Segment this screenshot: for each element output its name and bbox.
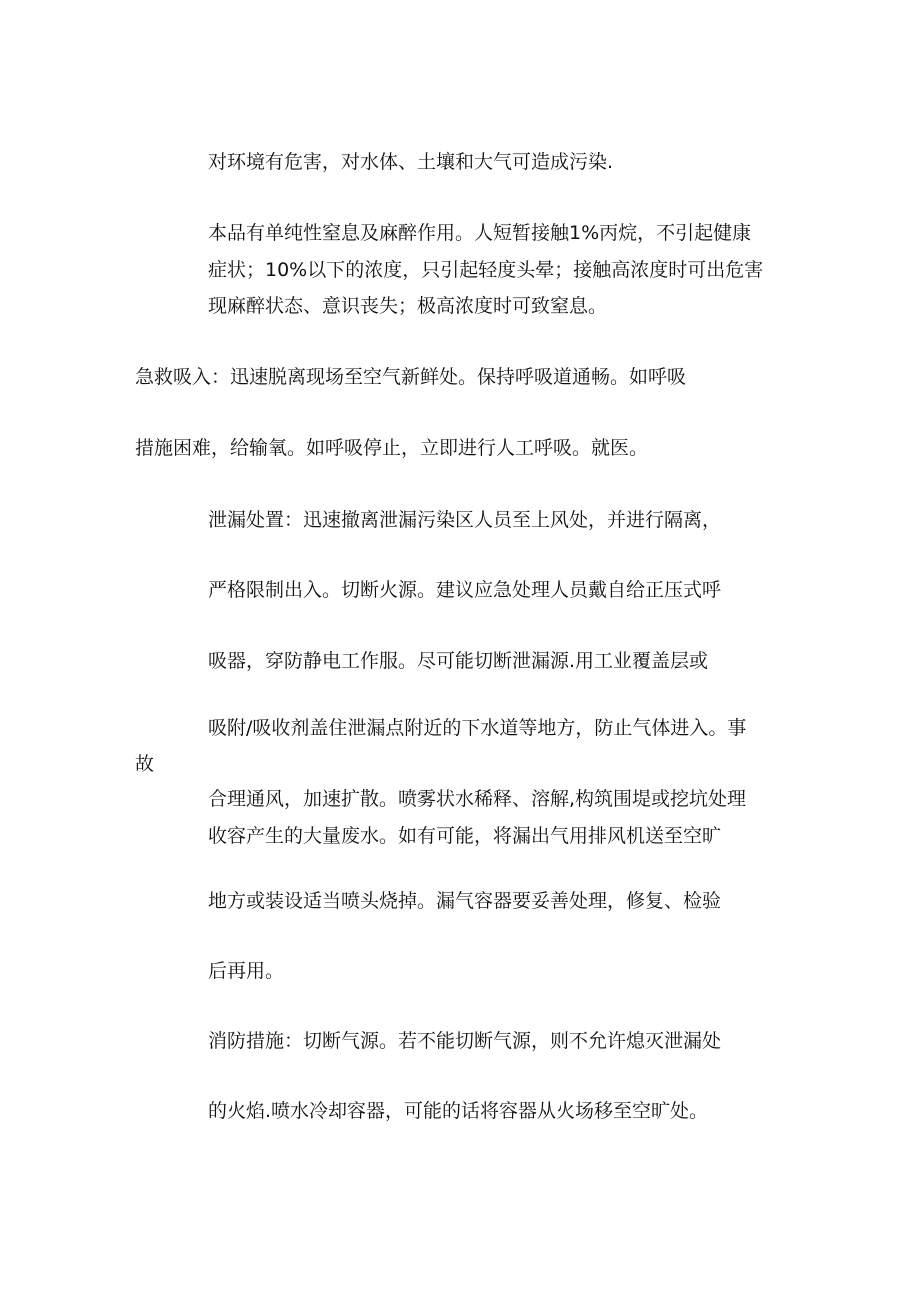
text-line-first-aid-1: 急救吸入：迅速脱离现场至空气新鲜处。保持呼吸道通畅。如呼吸 [135,366,687,388]
text-line-fire-2: 的火焰.喷水冷却容器，可能的话将容器从火场移至空旷处。 [208,1100,709,1122]
text-line-first-aid-2: 措施困难，给输氧。如呼吸停止，立即进行人工呼吸。就医。 [135,437,649,459]
text-line-leak-5: 合理通风，加速扩散。喷雾状水稀释、溶解,构筑围堤或挖坑处理 [208,788,747,810]
text-line-health-hazard-1: 本品有单纯性窒息及麻醉作用。人短暂接触1%丙烷，不引起健康 [208,222,752,244]
text-line-leak-6: 收容产生的大量废水。如有可能，将漏出气用排风机送至空旷 [208,825,722,847]
text-line-leak-8: 后再用。 [208,960,285,982]
text-line-leak-2: 严格限制出入。切断火源。建议应急处理人员戴自给正压式呼 [208,579,722,601]
text-line-leak-1: 泄漏处置：迅速撤离泄漏污染区人员至上风处，并进行隔离， [208,509,722,531]
text-line-leak-7: 地方或装设适当喷头烧掉。漏气容器要妥善处理，修复、检验 [208,890,722,912]
text-line-fire-1: 消防措施：切断气源。若不能切断气源，则不允许熄灭泄漏处 [208,1030,722,1052]
text-line-health-hazard-2: 症状；10%以下的浓度，只引起轻度头晕；接触高浓度时可出危害 [208,259,764,281]
text-line-environment-hazard: 对环境有危害，对水体、土壤和大气可造成污染. [208,151,614,173]
text-line-leak-accident: 故 [135,753,155,775]
text-line-health-hazard-3: 现麻醉状态、意识丧失；极高浓度时可致窒息。 [208,295,608,317]
text-line-leak-3: 吸器，穿防静电工作服。尽可能切断泄漏源.用工业覆盖层或 [208,650,709,672]
text-line-leak-4: 吸附/吸收剂盖住泄漏点附近的下水道等地方，防止气体进入。事 [208,717,747,739]
